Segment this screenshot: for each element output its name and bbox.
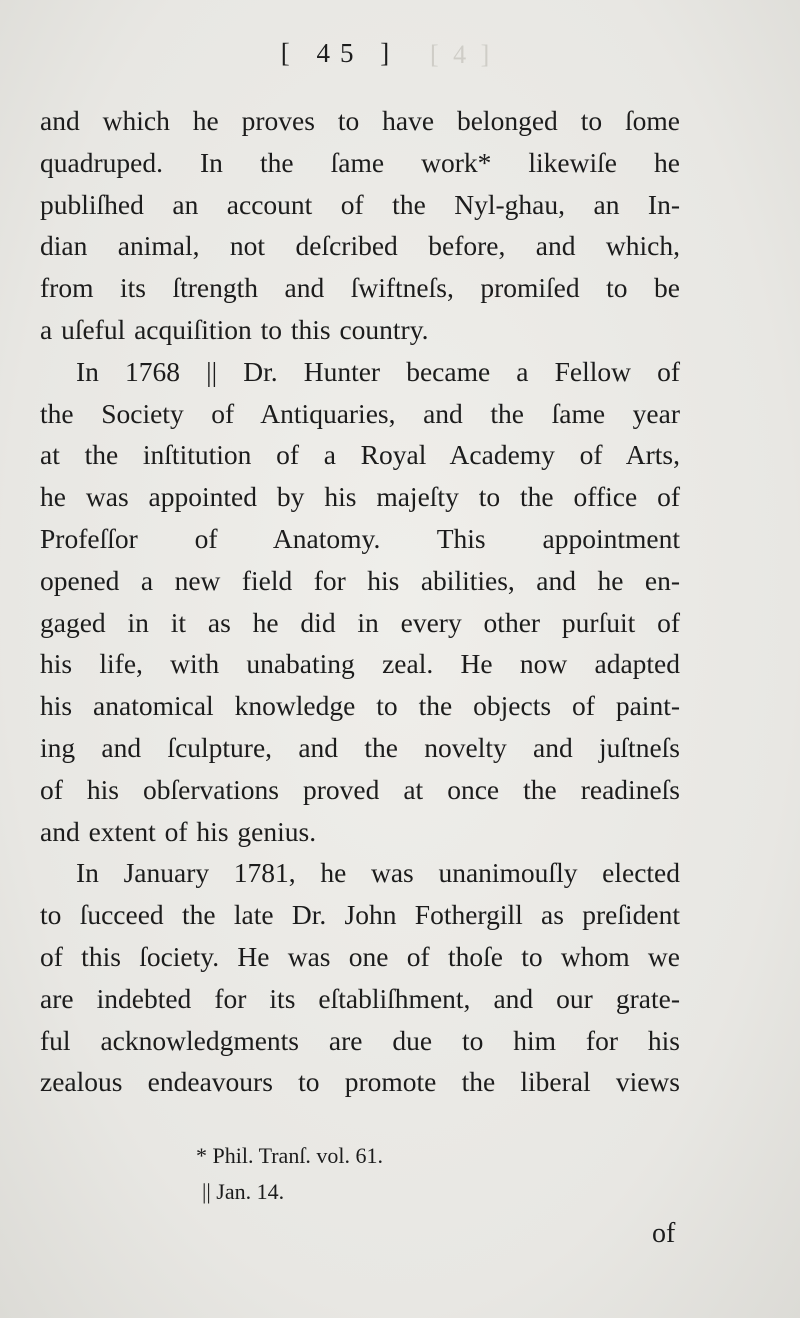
text-line: and which he proves to have belonged to ſome (40, 105, 680, 136)
catchword: of (652, 1218, 676, 1249)
text-line: ful acknowledgments are due to him for his (40, 1024, 680, 1056)
text-line: at the inſtitution of a Royal Academy of Arts, (40, 439, 680, 471)
footnote: * Phil. Tranſ. vol. 61. (196, 1143, 384, 1168)
text-line: In 1768 || Dr. Hunter became a Fellow of (76, 355, 680, 387)
text-line: from its ſtrength and ſwiftneſs, promiſed to be (40, 272, 680, 304)
text-line: quadruped. In the ſame work* likewiſe he (40, 146, 680, 178)
text-line: publiſhed an account of the Nyl-ghau, an In- (40, 188, 680, 220)
text-line: ing and ſculpture, and the novelty and juſtneſs (40, 731, 680, 763)
footnotes (196, 1138, 383, 1210)
text-line: of his obſervations proved at once the readineſs (40, 773, 680, 805)
text-line: he was appointed by his majeſty to the office of (40, 481, 680, 513)
text-line: In January 1781, he was unanimouſly elected (76, 857, 680, 889)
page-number: [ 45 ] (280, 38, 400, 68)
text-line: are indebted for its eſtabliſhment, and our grate- (40, 982, 680, 1014)
text-line: Profeſſor of Anatomy. This appointment (40, 522, 680, 554)
text-line: opened a new field for his abilities, and he en- (40, 564, 680, 596)
text-line: of this ſociety. He was one of thoſe to whom we (40, 940, 680, 972)
text-line: the Society of Antiquaries, and the ſame year (40, 397, 680, 429)
footnote: || Jan. 14. (202, 1179, 285, 1204)
text-line: a uſeful acquiſition to this country. (40, 313, 429, 345)
text-line: to ſucceed the late Dr. John Fothergill as preſident (40, 899, 680, 931)
body-text (40, 100, 680, 1103)
text-line: and extent of his genius. (40, 815, 317, 847)
text-line: gaged in it as he did in every other purſuit of (40, 606, 680, 638)
text-line: dian animal, not deſcribed before, and which, (40, 230, 680, 262)
text-line: his life, with unabating zeal. He now adapted (40, 648, 680, 680)
text-line: zealous endeavours to promote the liberal views (40, 1066, 680, 1098)
bleed-through-text: [ 4 ] (430, 40, 494, 69)
text-line: his anatomical knowledge to the objects of paint- (40, 690, 680, 722)
